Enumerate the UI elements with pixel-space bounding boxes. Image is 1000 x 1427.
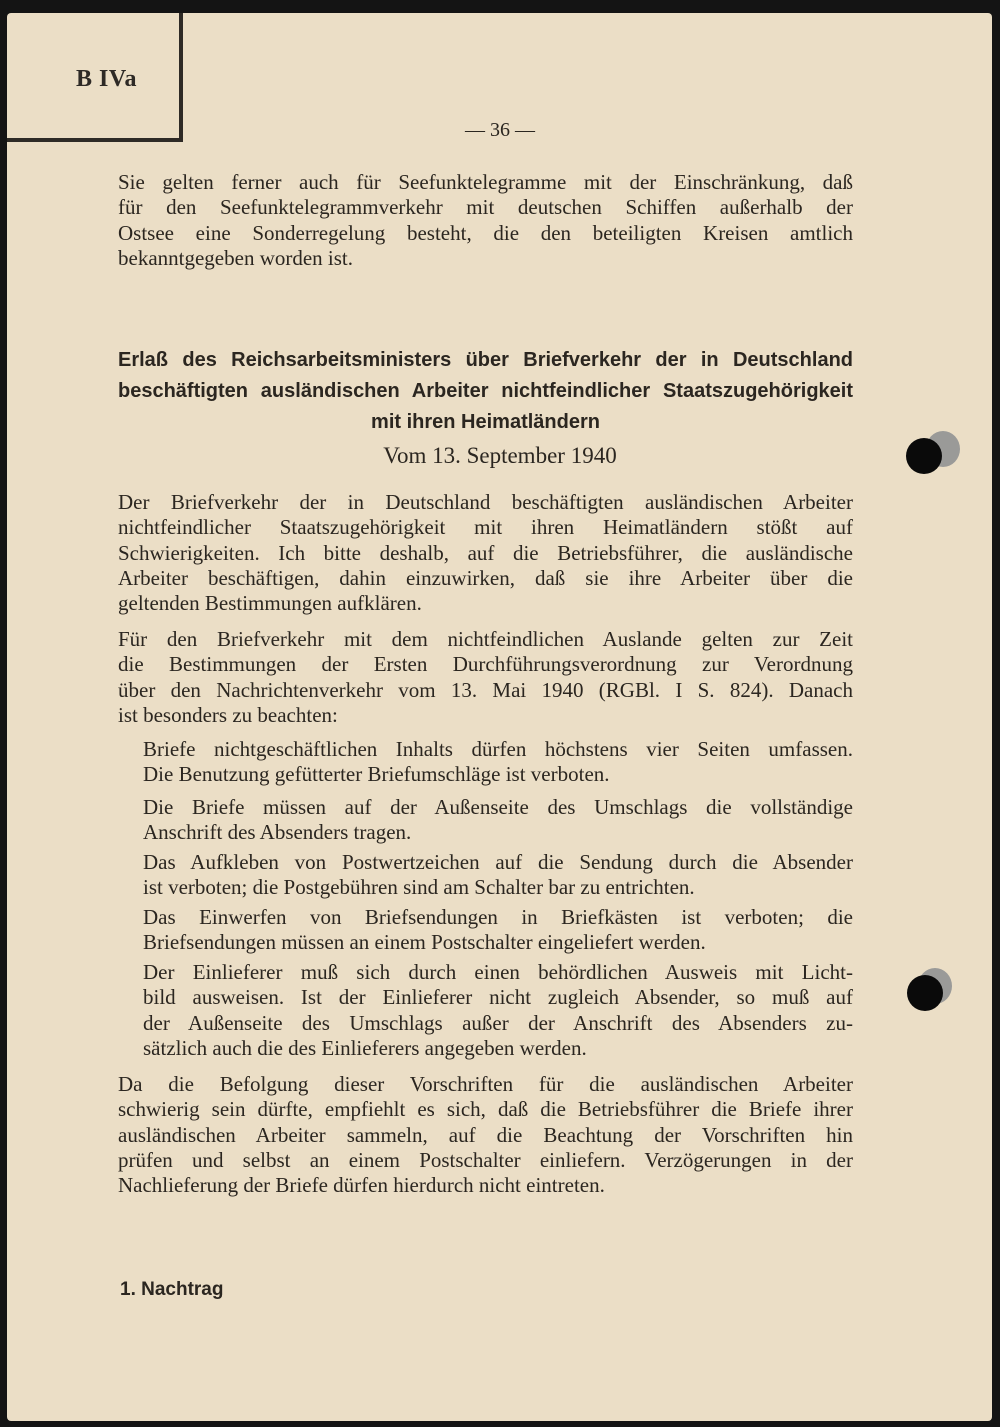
- title-line: Erlaß des Reichsarbeitsministers über Briefverkehr der in Deutschland: [118, 349, 853, 371]
- text-line: Ostsee eine Sonderregelung besteht, die den beteiligten Kreisen amtlich: [118, 220, 853, 245]
- text-line: Briefe nichtgeschäftlichen Inhalts dürfen höchstens vier Seiten umfassen.: [143, 737, 853, 761]
- page-number: — 36 —: [465, 119, 535, 141]
- text-line: Da die Befolgung dieser Vorschriften für die ausländischen Arbeiter: [118, 1072, 853, 1096]
- rule-1: [143, 737, 853, 788]
- text-line: prüfen und selbst an einem Postschalter einliefern. Verzögerungen in der: [118, 1147, 853, 1172]
- text-line: Der Briefverkehr der in Deutschland beschäftigten ausländischen Arbeiter: [118, 490, 853, 514]
- text-line: Schwierigkeiten. Ich bitte deshalb, auf die Betriebsführer, die ausländische: [118, 540, 853, 565]
- rule-5: [143, 960, 853, 1061]
- text-line: Die Briefe müssen auf der Außenseite des Umschlags die vollständige: [143, 795, 853, 819]
- text-line: ausländischen Arbeiter sammeln, auf die Beachtung der Vorschriften hin: [118, 1122, 853, 1147]
- text-line: bild ausweisen. Ist der Einlieferer nicht zugleich Absender, so muß auf: [143, 985, 853, 1010]
- text-line: schwierig sein dürfte, empfiehlt es sich, daß die Betriebsführer die Briefe ihrer: [118, 1097, 853, 1122]
- text-line: über den Nachrichtenverkehr vom 13. Mai 1940 (RGBl. I S. 824). Danach: [118, 677, 853, 702]
- text-line: bekanntgegeben worden ist.: [118, 245, 354, 270]
- title-line: mit ihren Heimatländern: [371, 411, 600, 433]
- text-line: für den Seefunktelegrammverkehr mit deutschen Schiffen außerhalb der: [118, 195, 853, 220]
- text-line: Die Benutzung gefütterter Briefumschläge ist verboten.: [143, 762, 610, 787]
- text-line: Das Einwerfen von Briefsendungen in Briefkästen ist verboten; die: [143, 905, 853, 929]
- paragraph-3: [118, 1072, 853, 1198]
- text-line: Arbeiter beschäftigen, dahin einzuwirken, daß sie ihre Arbeiter über die: [118, 565, 853, 590]
- decree-date: Vom 13. September 1940: [383, 443, 617, 468]
- text-line: ist besonders zu beachten:: [118, 702, 338, 727]
- text-line: Sie gelten ferner auch für Seefunktelegramme mit der Einschränkung, daß: [118, 170, 853, 194]
- text-line: Briefsendungen müssen an einem Postschalter eingeliefert werden.: [143, 930, 706, 955]
- text-line: der Außenseite des Umschlags außer der Anschrift des Absenders zu-: [143, 1010, 853, 1035]
- text-line: Für den Briefverkehr mit dem nichtfeindlichen Auslande gelten zur Zeit: [118, 627, 853, 651]
- supplement-label: 1. Nachtrag: [120, 1279, 224, 1300]
- rule-3: [143, 850, 853, 901]
- text-line: ist verboten; die Postgebühren sind am Schalter bar zu entrichten.: [143, 875, 695, 900]
- text-line: die Bestimmungen der Ersten Durchführungsverordnung zur Verordnung: [118, 652, 853, 677]
- text-line: geltenden Bestimmungen aufklären.: [118, 591, 422, 616]
- text-line: nichtfeindlicher Staatszugehörigkeit mit ihren Heimatländern stößt auf: [118, 515, 853, 540]
- title-line: beschäftigten ausländischen Arbeiter nichtfeindlicher Staatszugehörigkeit: [118, 380, 853, 402]
- decree-title: [118, 345, 853, 438]
- paragraph-2: [118, 627, 853, 728]
- rule-4: [143, 905, 853, 956]
- intro-paragraph: [118, 170, 853, 271]
- paragraph-1: [118, 490, 853, 616]
- text-line: Nachlieferung der Briefe dürfen hierdurch nicht eintreten.: [118, 1173, 605, 1198]
- punch-hole: [906, 438, 942, 474]
- text-line: sätzlich auch die des Einlieferers angegeben werden.: [143, 1035, 587, 1060]
- section-code: B IVa: [76, 66, 137, 92]
- text-line: Der Einlieferer muß sich durch einen behördlichen Ausweis mit Licht-: [143, 960, 853, 984]
- rule-2: [143, 795, 853, 846]
- text-line: Anschrift des Absenders tragen.: [143, 820, 412, 845]
- text-line: Das Aufkleben von Postwertzeichen auf die Sendung durch die Absender: [143, 850, 853, 874]
- punch-hole: [907, 975, 943, 1011]
